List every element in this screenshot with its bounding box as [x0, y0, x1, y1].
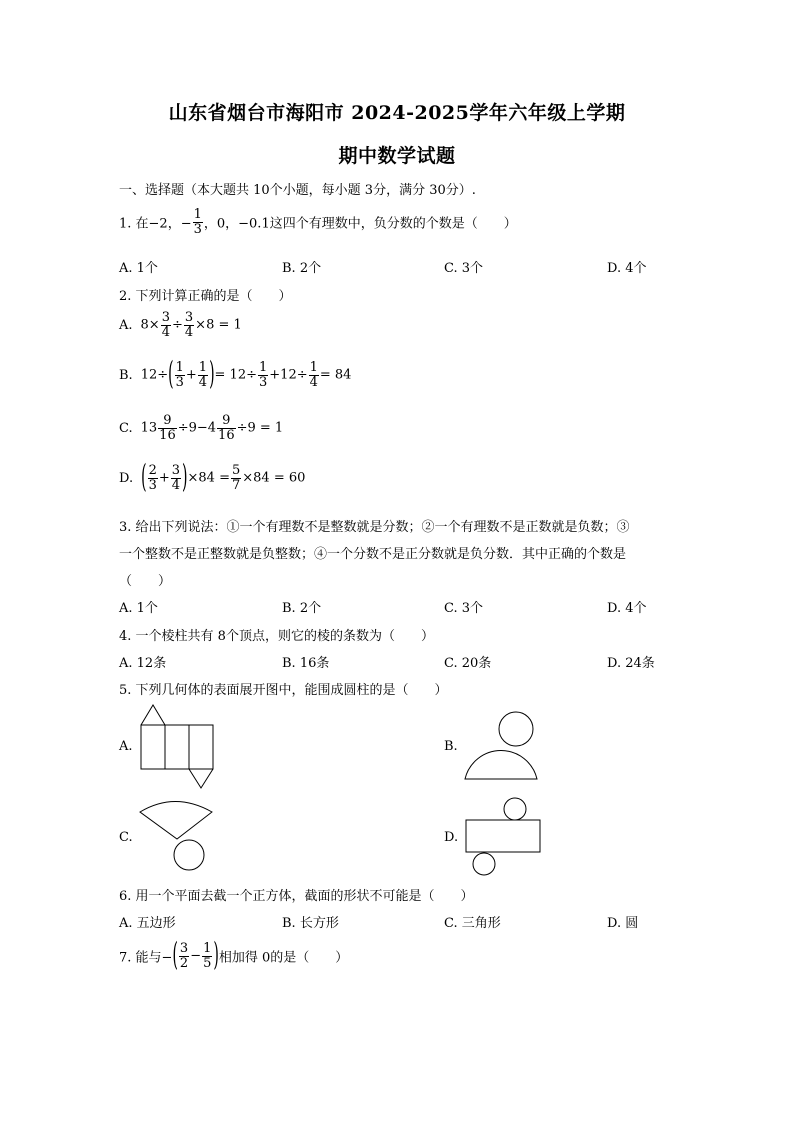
q3-option-c: C. 3个	[444, 601, 484, 616]
q5-figure-c	[135, 795, 225, 875]
q2-b-frac2	[198, 361, 208, 389]
q7-frac1	[179, 942, 189, 970]
q5-figure-a	[130, 700, 230, 795]
q2-option-d	[119, 459, 306, 497]
q5-label-d: D.	[444, 830, 459, 845]
q1-option-d: D. 4个	[607, 261, 647, 276]
right-paren: )	[213, 937, 219, 975]
q5-figure-d	[460, 795, 550, 880]
frac-num: 3	[161, 310, 170, 325]
q2-d-frac3	[231, 464, 241, 492]
left-paren: (	[172, 937, 178, 975]
frac-den: 4	[184, 324, 194, 340]
q2-d-frac1	[148, 464, 158, 492]
frac-num: 1	[175, 360, 184, 375]
question-6-stem: 6. 用一个平面去截一个正方体，截面的形状不可能是（ ）	[119, 889, 474, 904]
frac-den: 3	[259, 374, 268, 390]
q2-a-frac2	[184, 311, 194, 339]
q2-d-frac2	[171, 464, 181, 492]
q2-b-t2: +	[185, 367, 197, 383]
q6-option-b: B. 长方形	[282, 916, 339, 931]
q2-b-frac1	[175, 361, 185, 389]
q2-b-t4: +12÷	[269, 367, 308, 383]
q2-b-t5: = 84	[319, 367, 352, 383]
title-line-2: 期中数学试题	[338, 145, 456, 167]
q2-option-c	[119, 414, 283, 442]
frac-num: 1	[203, 941, 212, 956]
question-3-line-1: 3. 给出下列说法：①一个有理数不是整数就是分数；②一个有理数不是正数就是负数；③	[119, 520, 630, 535]
q3-option-d: D. 4个	[607, 601, 647, 616]
left-paren: (	[168, 356, 174, 394]
q7-t1: −	[190, 948, 202, 964]
question-4-stem: 4. 一个棱柱共有 8个顶点，则它的棱的条数为（ ）	[119, 629, 434, 644]
q4-option-d: D. 24条	[607, 656, 655, 671]
frac-den: 16	[218, 427, 235, 443]
q2-d-t3: ×84 = 60	[242, 470, 306, 486]
q4-option-a: A. 12条	[119, 656, 167, 671]
q2-c-frac2	[217, 414, 236, 442]
frac-num: 5	[231, 463, 241, 478]
q2-b-t1: 12÷	[140, 367, 169, 383]
q6-option-a: A. 五边形	[119, 916, 176, 931]
q1-option-a: A. 1个	[119, 261, 158, 276]
q2-c-t3: ÷9 = 1	[236, 420, 284, 436]
q4-option-b: B. 16条	[282, 656, 330, 671]
section-heading: 一、选择题（本大题共 10个小题，每小题 3分，满分 30分）.	[119, 183, 476, 198]
q2-c-frac1	[158, 414, 177, 442]
q7-suffix: 相加得 0的是（ ）	[218, 950, 349, 966]
question-2-stem: 2. 下列计算正确的是（ ）	[119, 289, 292, 304]
frac-num: 2	[148, 463, 157, 478]
frac-num: 9	[158, 414, 177, 429]
question-7	[119, 937, 349, 975]
frac-den: 2	[179, 955, 189, 971]
q7-prefix: 7. 能与−	[119, 950, 173, 966]
q5-label-b: B.	[444, 739, 458, 754]
q2-a-frac1	[161, 311, 171, 339]
q3-option-b: B. 2个	[282, 601, 322, 616]
frac-den: 3	[148, 477, 157, 493]
q2-option-a	[119, 311, 242, 339]
right-paren: )	[209, 356, 215, 394]
q2-b-t3: = 12÷	[214, 367, 257, 383]
frac-den: 4	[198, 374, 208, 390]
question-3-line-3: （ ）	[119, 574, 172, 589]
q1-frac-num: 1	[193, 207, 202, 222]
right-paren: )	[182, 459, 188, 497]
q2-a-label: A.	[119, 317, 133, 333]
frac-den: 5	[203, 955, 212, 971]
frac-num: 9	[217, 414, 236, 429]
q2-c-label: C.	[119, 420, 133, 436]
frac-den: 4	[309, 374, 318, 390]
q2-d-t2: ×84 =	[187, 470, 230, 486]
left-paren: (	[141, 459, 147, 497]
q2-b-label: B.	[119, 367, 133, 383]
frac-num: 3	[171, 463, 181, 478]
frac-num: 1	[198, 360, 208, 375]
q2-option-b	[119, 356, 352, 394]
q5-figure-b	[460, 708, 550, 783]
question-5-stem: 5. 下列几何体的表面展开图中，能围成圆柱的是（ ）	[119, 683, 448, 698]
q1-option-c: C. 3个	[444, 261, 484, 276]
frac-den: 4	[171, 477, 181, 493]
q6-option-c: C. 三角形	[444, 916, 501, 931]
frac-den: 3	[175, 374, 184, 390]
frac-num: 1	[309, 360, 318, 375]
frac-den: 7	[231, 477, 241, 493]
q2-a-t1: 8×	[140, 317, 160, 333]
q7-frac2	[202, 942, 212, 970]
q2-c-t1: 13	[140, 420, 158, 436]
q2-d-label: D.	[119, 470, 134, 486]
q1-suffix: ，0，−0.1这四个有理数中，负分数的个数是（ ）	[203, 216, 517, 232]
q4-option-c: C. 20条	[444, 656, 492, 671]
q2-a-t2: ÷	[171, 317, 183, 333]
q5-label-c: C.	[119, 830, 133, 845]
q1-fraction	[193, 208, 203, 236]
q1-prefix: 1. 在−2，−	[119, 216, 192, 232]
q3-option-a: A. 1个	[119, 601, 158, 616]
frac-den: 16	[159, 427, 176, 443]
q2-d-t1: +	[158, 470, 170, 486]
q2-b-frac4	[309, 361, 319, 389]
frac-num: 1	[259, 360, 268, 375]
q2-c-t2: ÷9−4	[177, 420, 217, 436]
question-3-line-2: 一个整数不是正整数就是负整数；④一个分数不是正分数就是负分数．其中正确的个数是	[119, 547, 627, 562]
frac-num: 3	[184, 310, 194, 325]
q2-b-frac3	[258, 361, 268, 389]
question-1	[119, 208, 517, 236]
q5-label-a: A.	[119, 739, 133, 754]
q1-frac-den: 3	[193, 221, 202, 237]
frac-num: 3	[179, 941, 189, 956]
q6-option-d: D. 圆	[607, 916, 639, 931]
frac-den: 4	[161, 324, 170, 340]
q1-option-b: B. 2个	[282, 261, 322, 276]
q2-a-t3: ×8 = 1	[195, 317, 242, 333]
title-line-1: 山东省烟台市海阳市 2024-2025学年六年级上学期	[168, 102, 626, 124]
